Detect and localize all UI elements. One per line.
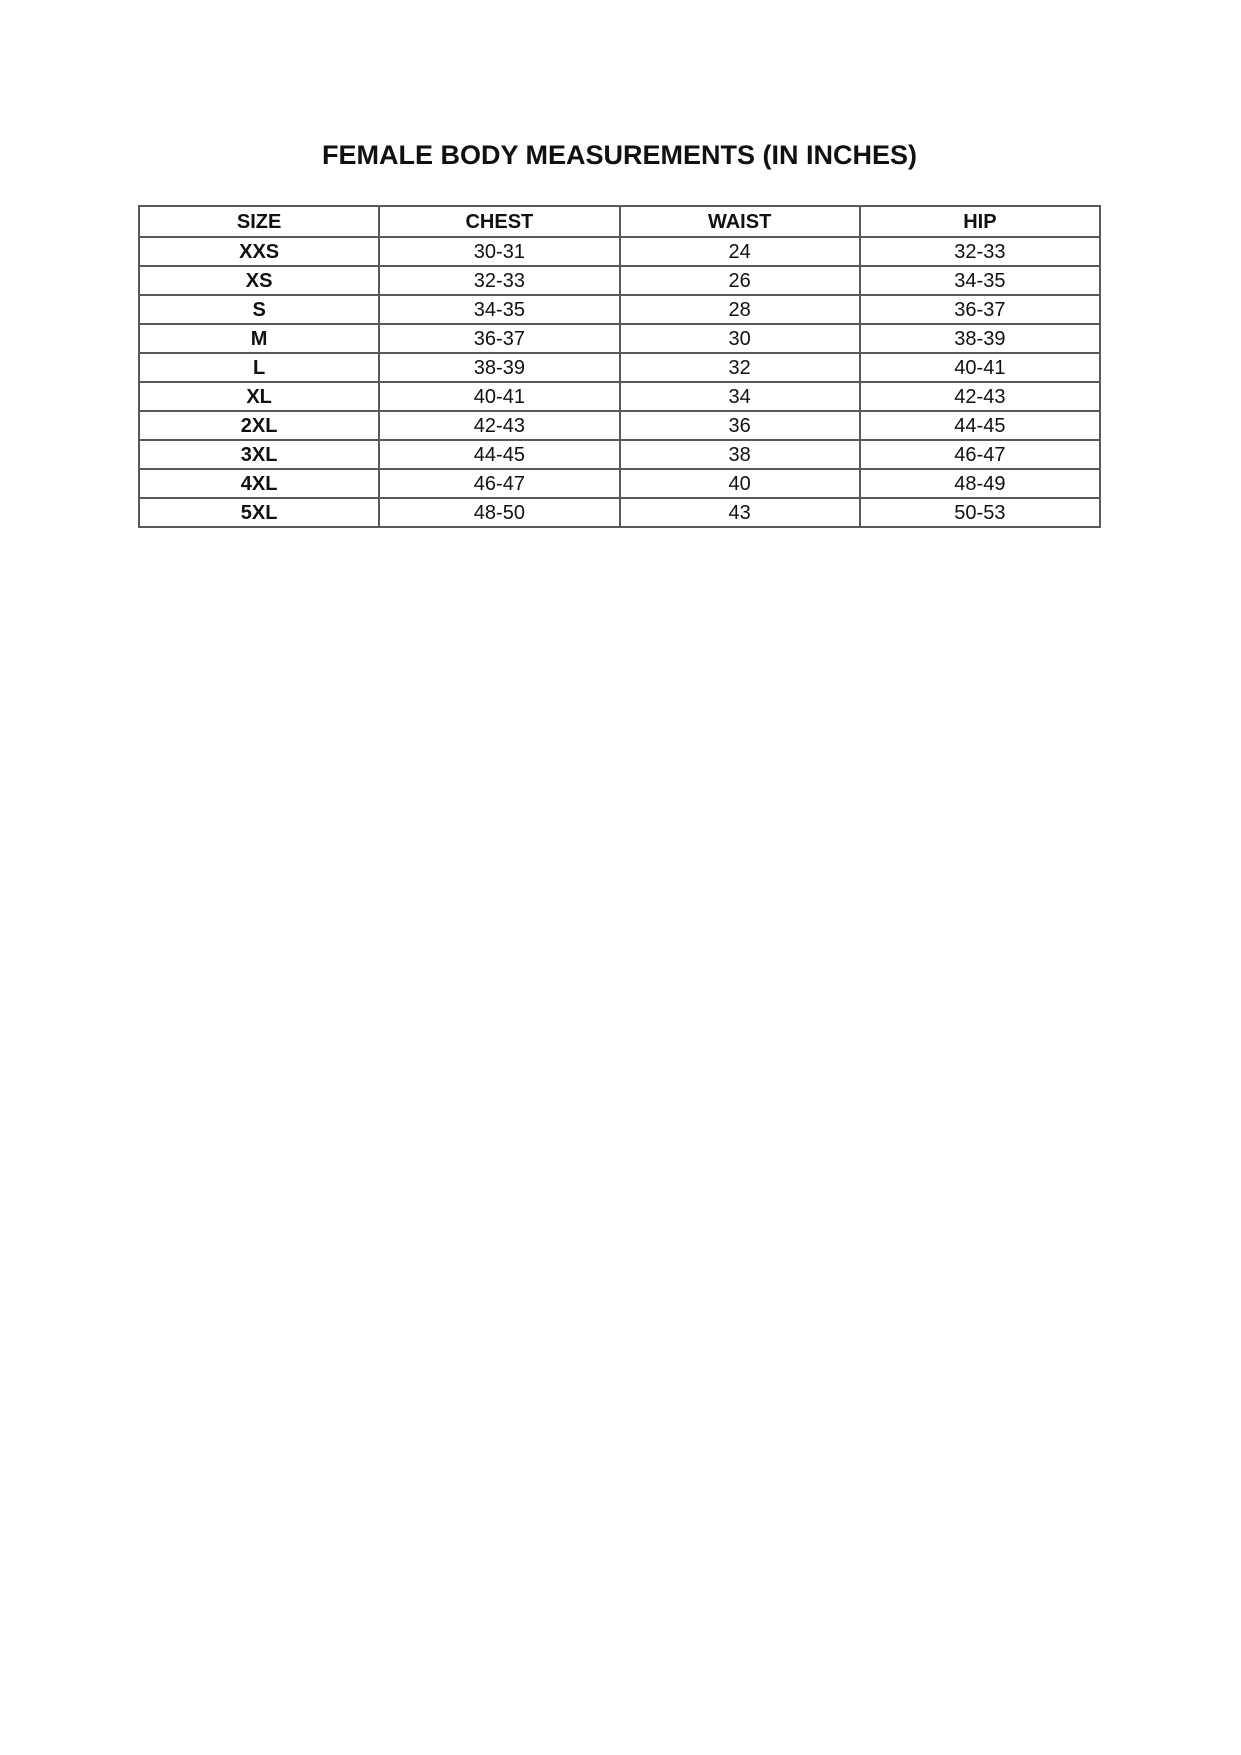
cell-chest: 32-33	[379, 266, 619, 295]
cell-size: S	[139, 295, 379, 324]
cell-hip: 34-35	[860, 266, 1100, 295]
cell-size: 3XL	[139, 440, 379, 469]
cell-size: 5XL	[139, 498, 379, 527]
cell-waist: 32	[620, 353, 860, 382]
cell-chest: 46-47	[379, 469, 619, 498]
cell-chest: 34-35	[379, 295, 619, 324]
cell-size: M	[139, 324, 379, 353]
cell-hip: 36-37	[860, 295, 1100, 324]
cell-waist: 24	[620, 237, 860, 266]
cell-chest: 42-43	[379, 411, 619, 440]
table-row	[139, 469, 1100, 498]
cell-size: XS	[139, 266, 379, 295]
cell-waist: 38	[620, 440, 860, 469]
cell-chest: 48-50	[379, 498, 619, 527]
cell-waist: 40	[620, 469, 860, 498]
column-header-size: SIZE	[139, 206, 379, 237]
table-row	[139, 382, 1100, 411]
cell-hip: 42-43	[860, 382, 1100, 411]
cell-chest: 38-39	[379, 353, 619, 382]
cell-size: 4XL	[139, 469, 379, 498]
column-header-waist: WAIST	[620, 206, 860, 237]
table-row	[139, 411, 1100, 440]
table-row	[139, 498, 1100, 527]
size-measurements-table	[138, 205, 1101, 528]
cell-waist: 30	[620, 324, 860, 353]
cell-size: L	[139, 353, 379, 382]
table-row	[139, 295, 1100, 324]
cell-waist: 34	[620, 382, 860, 411]
cell-hip: 44-45	[860, 411, 1100, 440]
cell-hip: 32-33	[860, 237, 1100, 266]
cell-waist: 43	[620, 498, 860, 527]
page-title: FEMALE BODY MEASUREMENTS (IN INCHES)	[321, 140, 918, 170]
table-header-row	[139, 206, 1100, 237]
cell-chest: 30-31	[379, 237, 619, 266]
cell-hip: 50-53	[860, 498, 1100, 527]
cell-waist: 26	[620, 266, 860, 295]
cell-size: XL	[139, 382, 379, 411]
cell-chest: 36-37	[379, 324, 619, 353]
cell-hip: 38-39	[860, 324, 1100, 353]
column-header-chest: CHEST	[379, 206, 619, 237]
cell-chest: 44-45	[379, 440, 619, 469]
table-row	[139, 353, 1100, 382]
table-row	[139, 237, 1100, 266]
cell-waist: 36	[620, 411, 860, 440]
table-row	[139, 266, 1100, 295]
column-header-hip: HIP	[860, 206, 1100, 237]
cell-waist: 28	[620, 295, 860, 324]
cell-hip: 40-41	[860, 353, 1100, 382]
cell-size: 2XL	[139, 411, 379, 440]
cell-hip: 48-49	[860, 469, 1100, 498]
table-row	[139, 440, 1100, 469]
cell-size: XXS	[139, 237, 379, 266]
cell-hip: 46-47	[860, 440, 1100, 469]
cell-chest: 40-41	[379, 382, 619, 411]
table-row	[139, 324, 1100, 353]
